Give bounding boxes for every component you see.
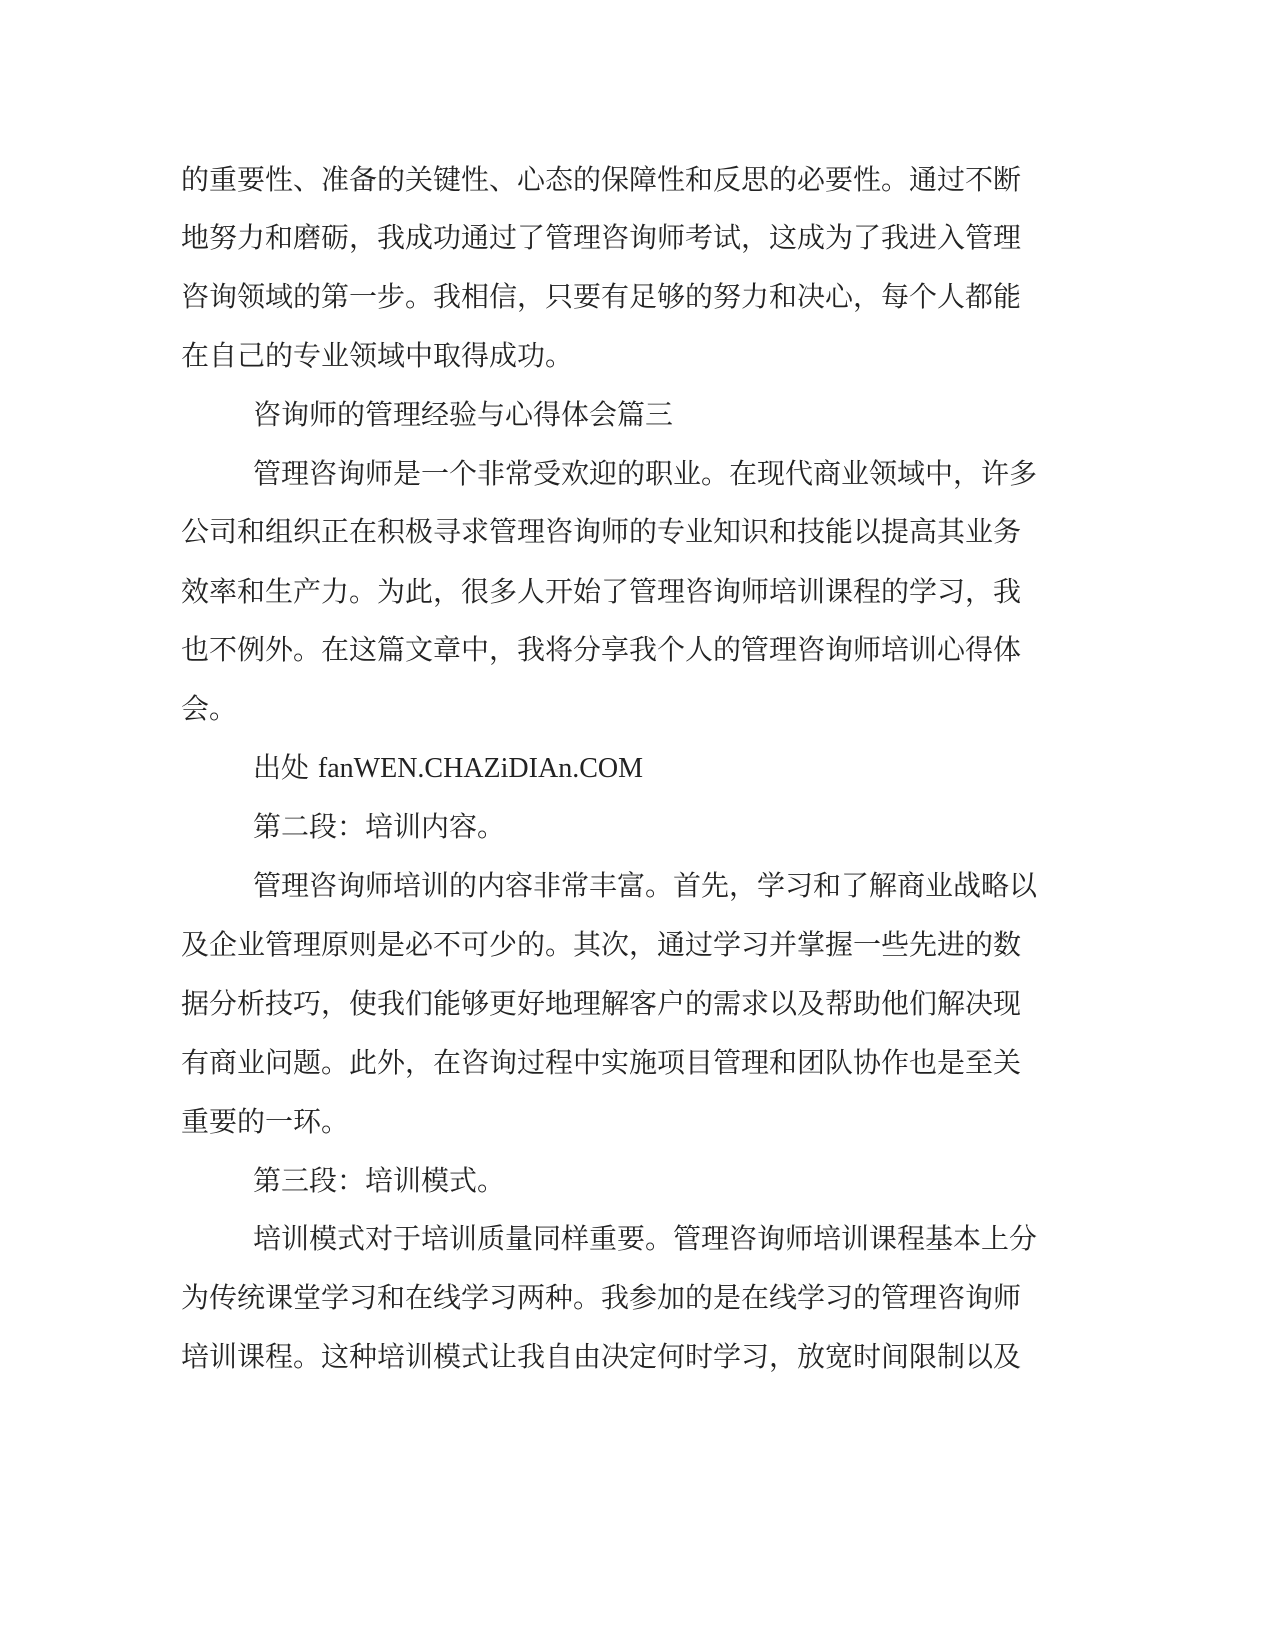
- paragraph-line: 在自己的专业领域中取得成功。: [181, 339, 574, 372]
- paragraph-line: 有商业问题。此外，在咨询过程中实施项目管理和团队协作也是至关: [181, 1046, 1022, 1079]
- source-url: fanWEN.CHAZiDIAn.COM: [317, 753, 643, 784]
- paragraph-line: 据分析技巧，使我们能够更好地理解客户的需求以及帮助他们解决现: [181, 987, 1022, 1020]
- paragraph-line: 地努力和磨砺，我成功通过了管理咨询师考试，这成为了我进入管理: [181, 221, 1022, 254]
- source-label: 出处: [253, 751, 310, 784]
- paragraph-line: 重要的一环。: [181, 1105, 350, 1138]
- source-line: [253, 748, 643, 789]
- section-heading: 第二段：培训内容。: [253, 810, 506, 843]
- section-heading: 第三段：培训模式。: [253, 1164, 506, 1197]
- paragraph-line: 管理咨询师培训的内容非常丰富。首先，学习和了解商业战略以: [253, 869, 1038, 902]
- paragraph-line: 会。: [181, 692, 238, 725]
- paragraph-line: 为传统课堂学习和在线学习两种。我参加的是在线学习的管理咨询师: [181, 1281, 1022, 1314]
- paragraph-line: 咨询领域的第一步。我相信，只要有足够的努力和决心，每个人都能: [181, 280, 1022, 313]
- paragraph-line: 也不例外。在这篇文章中，我将分享我个人的管理咨询师培训心得体: [181, 633, 1022, 666]
- paragraph-line: 培训模式对于培训质量同样重要。管理咨询师培训课程基本上分: [253, 1222, 1038, 1255]
- paragraph-line: 效率和生产力。为此，很多人开始了管理咨询师培训课程的学习，我: [181, 575, 1022, 608]
- paragraph-line: 公司和组织正在积极寻求管理咨询师的专业知识和技能以提高其业务: [181, 515, 1022, 548]
- paragraph-line: 培训课程。这种培训模式让我自由决定何时学习，放宽时间限制以及: [181, 1340, 1022, 1373]
- paragraph-line: 的重要性、准备的关键性、心态的保障性和反思的必要性。通过不断: [181, 163, 1022, 196]
- paragraph-line: 及企业管理原则是必不可少的。其次，通过学习并掌握一些先进的数: [181, 928, 1022, 961]
- paragraph-line: 管理咨询师是一个非常受欢迎的职业。在现代商业领域中，许多: [253, 457, 1038, 490]
- section-heading: 咨询师的管理经验与心得体会篇三: [253, 398, 674, 431]
